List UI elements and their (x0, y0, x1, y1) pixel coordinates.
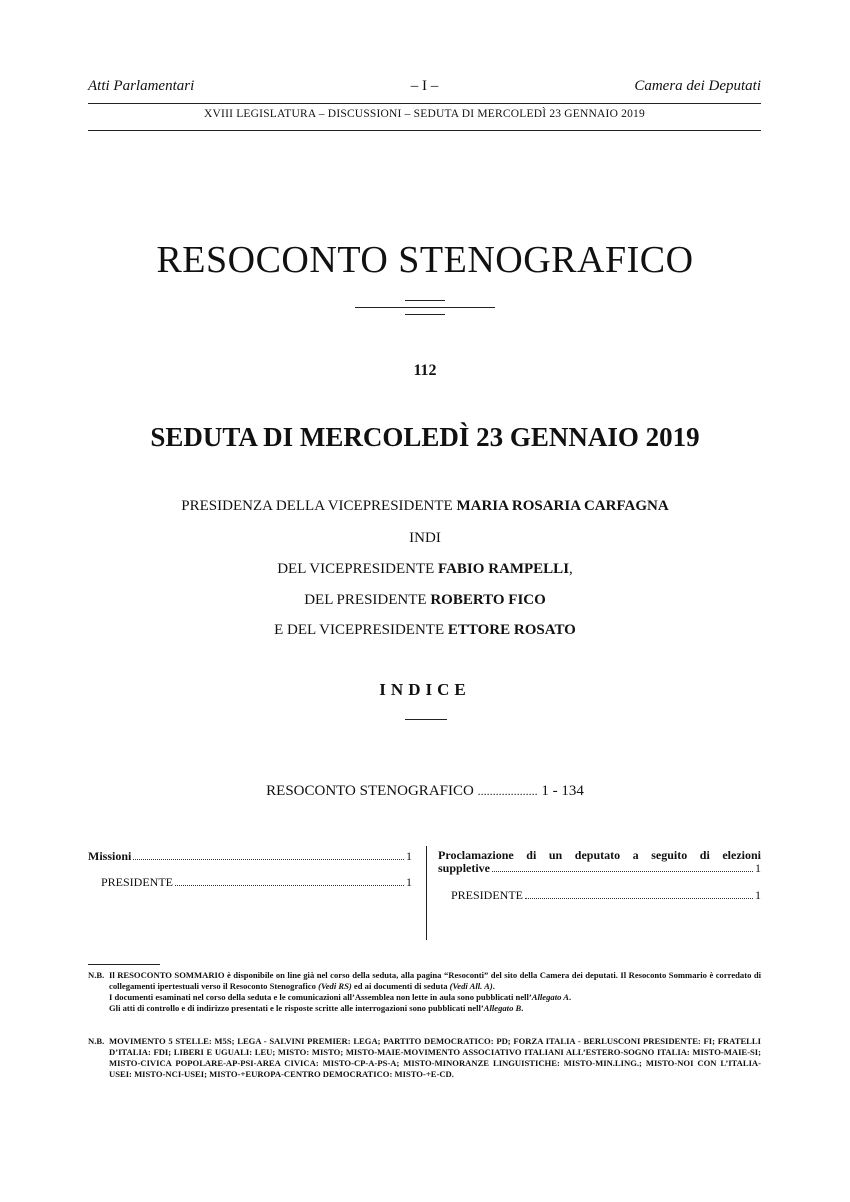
header-rule-bottom (88, 130, 761, 131)
toc-item-presidente-right[interactable] (438, 888, 761, 903)
president-name-4: ETTORE ROSATO (447, 622, 576, 638)
running-header (88, 78, 761, 100)
presidency-line-2: INDI (409, 530, 441, 546)
toc-leader (492, 871, 753, 872)
resoconto-pages: 1 - 134 (541, 783, 584, 799)
header-page-number: – I – (410, 78, 439, 94)
presidency-line-5: E DEL VICEPRESIDENTE ETTORE ROSATO (274, 622, 576, 638)
index-rule (405, 719, 447, 720)
resoconto-entry[interactable] (0, 783, 850, 800)
toc-leader (525, 898, 753, 899)
header-right: Camera dei Deputati (634, 78, 761, 94)
link-vedi-all-a[interactable]: (Vedi All. A) (449, 981, 493, 991)
index-heading: INDICE (379, 680, 471, 699)
toc-leader (133, 859, 404, 860)
toc-item-missioni[interactable] (88, 849, 412, 864)
toc-column-divider (426, 846, 427, 940)
toc-item-page: 1 (755, 861, 761, 875)
toc-item-page: 1 (406, 875, 412, 889)
president-name-2: FABIO RAMPELLI (438, 561, 570, 577)
allegato-b-ref: Allegato B (483, 1003, 522, 1013)
toc-item-presidente-left[interactable] (88, 875, 412, 890)
nb-label: N.B. (88, 1036, 105, 1046)
president-name-1: MARIA ROSARIA CARFAGNA (456, 498, 669, 514)
toc-left-column (88, 849, 412, 890)
session-title: SEDUTA DI MERCOLEDÌ 23 GENNAIO 2019 (150, 422, 700, 452)
toc-item-label: Proclamazione di un deputato a seguito di elezioni (438, 848, 761, 862)
header-left: Atti Parlamentari (88, 78, 195, 94)
resoconto-dots: .................... (477, 784, 538, 798)
presidency-line-3: DEL VICEPRESIDENTE FABIO RAMPELLI, (277, 561, 573, 577)
toc-item-label-cont: suppletive (438, 861, 491, 875)
resoconto-label: RESOCONTO STENOGRAFICO (266, 783, 474, 799)
allegato-a-ref: Allegato A (531, 992, 569, 1002)
group-abbreviations: MOVIMENTO 5 STELLE: M5S; LEGA - SALVINI PREMIER: LEGA; PARTITO DEMOCRATICO: PD; FORZA ITALIA - BERLUSCONI PRESIDENTE: FI; FRATELLI D’ITALIA: FDI; LIBERI E UGUALI: LEU; MISTO: MISTO; MISTO-MAIE-MOVIMENTO ASSOCIATIVO ITALIANI ALL’ESTERO-SOGNO ITALIA: MISTO-MAIE-SI; MISTO-CIVICA POPOLARE-AP-PSI-AREA CIVICA: MISTO-CP-A-PS-A; MISTO-MINORANZE LINGUISTICHE: MISTO-MIN.LING.; MISTO-NOI CON L’ITALIA-USEI: MISTO-NCI-USEI; MISTO-+EUROPA-CENTRO DEMOCRATICO: MISTO-+E-CD. (109, 1036, 761, 1079)
session-number: 112 (413, 362, 437, 379)
presidency-line-4: DEL PRESIDENTE ROBERTO FICO (304, 592, 546, 608)
toc-right-column (438, 849, 761, 903)
toc-item-page: 1 (406, 849, 412, 863)
header-subtitle: XVIII LEGISLATURA – DISCUSSIONI – SEDUTA DI MERCOLEDÌ 23 GENNAIO 2019 (204, 108, 645, 120)
header-rule-top (88, 103, 761, 104)
toc-item-label: PRESIDENTE (101, 875, 173, 889)
nb-label: N.B. (88, 970, 105, 980)
toc-item-label: PRESIDENTE (451, 888, 523, 902)
footnote-1: N.B. Il RESOCONTO SOMMARIO è disponibile on line già nel corso della seduta, alla pagina “Resoconti” del sito della Camera dei deputati. Il Resoconto Sommario è corredato di collegamenti ipertestuali verso il Resoconto Stenografico (Vedi RS) ed ai documenti di seduta (Vedi All. A). I documenti esaminati nel corso della seduta e le comunicazioni all’Assemblea non lette in aula sono pubblicati nell’Allegato A. Gli atti di controllo e di indirizzo presentati e le risposte scritte alle interrogazioni sono pubblicati nell’Allegato B. (88, 970, 761, 1013)
president-name-3: ROBERTO FICO (430, 592, 546, 608)
presidency-line-1: PRESIDENZA DELLA VICEPRESIDENTE MARIA ROSARIA CARFAGNA (181, 498, 669, 514)
page-title: RESOCONTO STENOGRAFICO (156, 239, 694, 281)
footnote-rule (88, 964, 160, 965)
toc-leader (175, 885, 404, 886)
toc-item-proclamazione[interactable] (438, 849, 761, 875)
toc-item-label: Missioni (88, 849, 132, 863)
toc-item-page: 1 (755, 888, 761, 902)
footnote-2 (88, 1036, 761, 1080)
link-vedi-rs[interactable]: (Vedi RS) (318, 981, 352, 991)
title-ornament (355, 298, 495, 318)
